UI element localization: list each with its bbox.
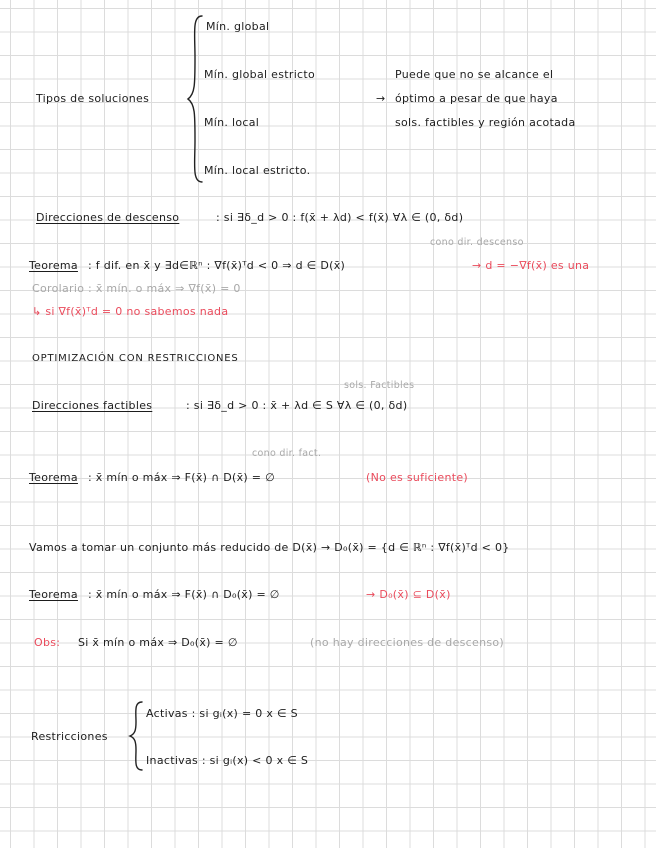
tipo-item-min-local: Mín. local	[204, 116, 260, 129]
tipos-note-line-1: Puede que no se alcance el	[395, 68, 554, 81]
obs-text: Si x̄ mín o máx ⇒ D₀(x̄) = ∅	[78, 636, 238, 649]
teorema1-text: : f dif. en x̄ y ∃d∈ℝⁿ : ∇f(x̄)ᵀd < 0 ⇒ d ∈ D(x̄)	[88, 259, 346, 272]
tipo-item-min-global-estricto: Mín. global estricto	[204, 68, 316, 81]
left-brace-icon	[186, 14, 206, 184]
teorema1-red-note: → d = −∇f(x̄) es una	[472, 259, 590, 272]
corolario-text: Corolario : x̄ mín. o máx ⇒ ∇f(x̄) = 0	[32, 282, 241, 295]
tipo-item-min-global: Mín. global	[206, 20, 270, 33]
descenso-title: Direcciones de descenso	[36, 211, 180, 224]
obs-label: Obs:	[34, 636, 61, 649]
descenso-definition: : si ∃δ_d > 0 : f(x̄ + λd) < f(x̄) ∀λ ∈ (0, δd)	[216, 211, 464, 224]
activas-text: Activas : si gᵢ(x) = 0 x ∈ S	[146, 707, 298, 720]
tipo-item-min-local-estricto: Mín. local estricto.	[204, 164, 311, 177]
vamos-text: Vamos a tomar un conjunto más reducido de D(x̄) → D₀(x̄) = {d ∈ ℝⁿ : ∇f(x̄)ᵀd < 0}	[29, 541, 510, 554]
restricciones-label: Restricciones	[31, 730, 108, 743]
tipos-label: Tipos de soluciones	[36, 92, 150, 105]
teorema2-text: : x̄ mín o máx ⇒ F(x̄) ∩ D(x̄) = ∅	[88, 471, 275, 484]
section-heading: OPTIMIZACIÓN CON RESTRICCIONES	[32, 353, 239, 364]
obs-gray-note: (no hay direcciones de descenso)	[310, 636, 505, 649]
cono-descenso-annotation: cono dir. descenso	[430, 237, 524, 248]
sols-factibles-annotation: sols. Factibles	[344, 380, 415, 391]
arrow-icon: →	[376, 92, 386, 105]
teorema3-text: : x̄ mín o máx ⇒ F(x̄) ∩ D₀(x̄) = ∅	[88, 588, 280, 601]
teorema3-red-note: → D₀(x̄) ⊆ D(x̄)	[366, 588, 451, 601]
cono-fact-annotation: cono dir. fact.	[252, 448, 322, 459]
teorema3-title: Teorema	[29, 588, 78, 601]
teorema1-title: Teorema	[29, 259, 78, 272]
tipos-note-line-2: óptimo a pesar de que haya	[395, 92, 558, 105]
factibles-definition: : si ∃δ_d > 0 : x̄ + λd ∈ S ∀λ ∈ (0, δd)	[186, 399, 408, 412]
tipos-note-line-3: sols. factibles y región acotada	[395, 116, 576, 129]
factibles-title: Direcciones factibles	[32, 399, 153, 412]
red-line-nada: ↳ si ∇f(x̄)ᵀd = 0 no sabemos nada	[32, 305, 229, 318]
teorema2-red-note: (No es suficiente)	[366, 471, 468, 484]
left-brace-icon	[128, 700, 146, 772]
teorema2-title: Teorema	[29, 471, 78, 484]
inactivas-text: Inactivas : si gᵢ(x) < 0 x ∈ S	[146, 754, 309, 767]
